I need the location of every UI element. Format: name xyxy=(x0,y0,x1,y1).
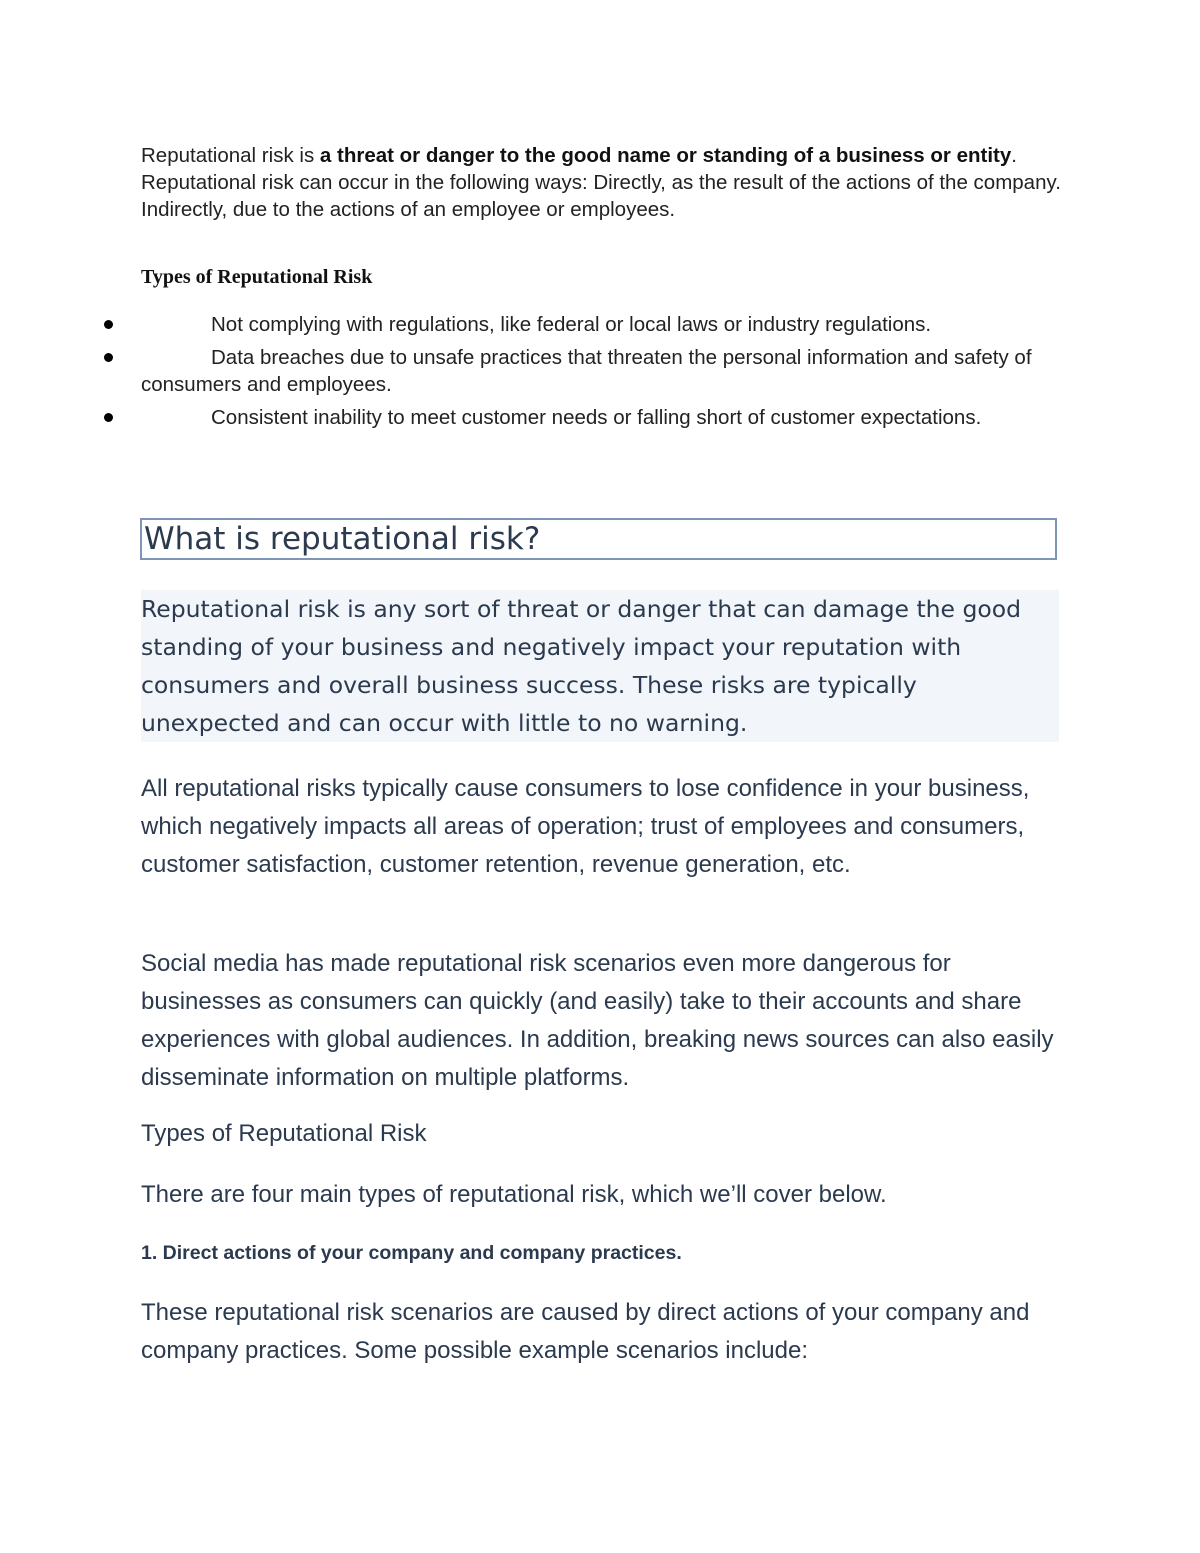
highlight-paragraph: Reputational risk is any sort of threat or danger that can damage the good standing of your business and negatively impact your reputation with consumers and overall business success. These risks are typically unexpected and can occur with little to no warning. xyxy=(141,590,1059,742)
bullet-icon xyxy=(104,413,113,422)
intro-lead: Reputational risk is xyxy=(141,144,320,167)
intro-bold-definition: a threat or danger to the good name or standing of a business or entity xyxy=(319,144,1012,167)
bullet-text: Consistent inability to meet customer needs or falling short of customer expectations. xyxy=(211,406,982,429)
bullet-text: Data breaches due to unsafe practices that threaten the personal information and safety of consumers and employees. xyxy=(141,346,1032,396)
types-heading-serif: Types of Reputational Risk xyxy=(141,266,373,288)
list-item xyxy=(141,311,1061,338)
paragraph-social-media: Social media has made reputational risk scenarios even more dangerous for businesses as consumers can quickly (and easily) take to their accounts and share experiences with global audiences. In addition, breaking news sources can also easily disseminate information on multiple platforms. xyxy=(141,950,1054,1091)
paragraph-confidence: All reputational risks typically cause consumers to lose confidence in your business, which negatively impacts all areas of operation; trust of employees and consumers, customer satisfaction, customer retention, revenue generation, etc. xyxy=(141,775,1030,878)
paragraph-direct-actions: These reputational risk scenarios are caused by direct actions of your company and company practices. Some possible example scenarios include: xyxy=(141,1299,1030,1364)
types-heading: Types of Reputational Risk xyxy=(141,1120,427,1147)
list-item xyxy=(141,344,1061,398)
subheading-direct-actions: 1. Direct actions of your company and company practices. xyxy=(141,1242,682,1264)
bullet-text: Not complying with regulations, like federal or local laws or industry regulations. xyxy=(211,313,932,336)
risk-bullet-list xyxy=(141,311,1061,437)
list-item xyxy=(141,404,1061,431)
bullet-icon xyxy=(104,320,113,329)
intro-rest: . Reputational risk can occur in the following ways: Directly, as the result of the actions of the company. Indirectly, due to the actions of an employee or employees. xyxy=(141,144,1061,221)
four-types-intro: There are four main types of reputational risk, which we’ll cover below. xyxy=(141,1181,887,1208)
question-heading: What is reputational risk? xyxy=(140,518,1057,560)
intro-paragraph xyxy=(141,142,1061,223)
bullet-icon xyxy=(104,353,113,362)
